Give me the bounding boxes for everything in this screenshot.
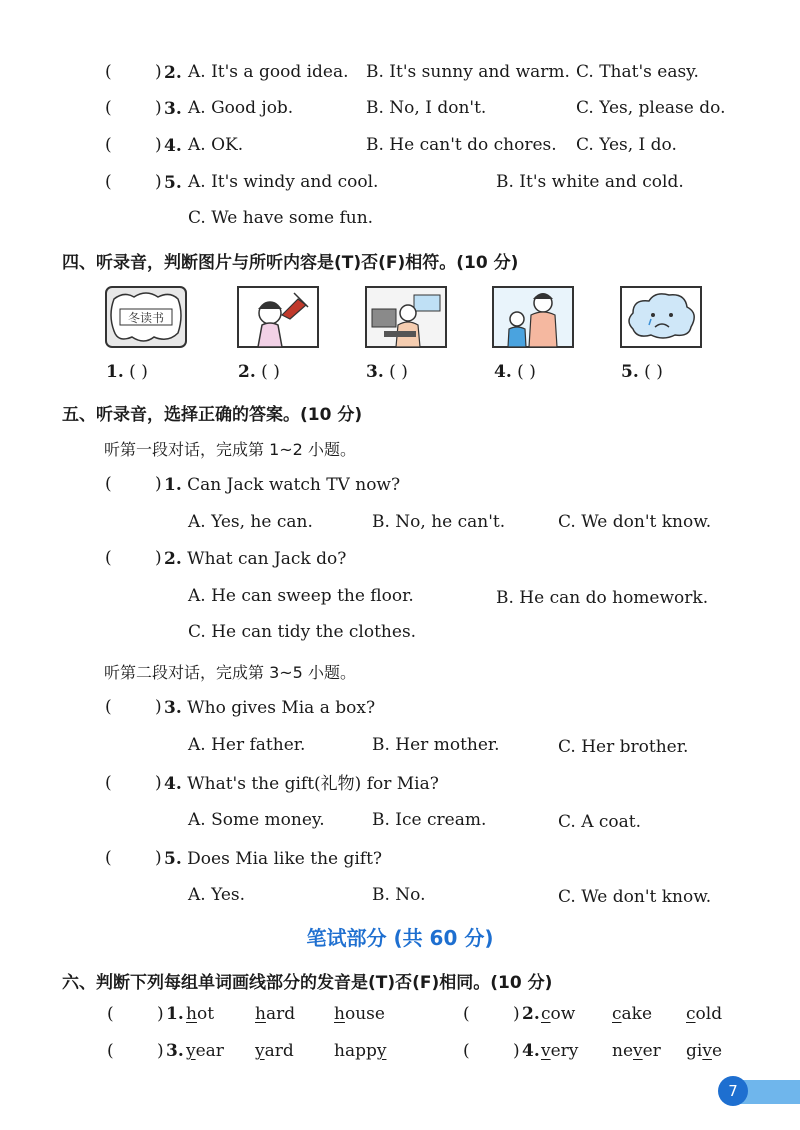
answer-paren[interactable]: ( <box>105 548 112 568</box>
answer-paren[interactable]: ( <box>463 1041 470 1061</box>
option-c: C. We don't know. <box>558 887 712 907</box>
picture-5-sad-cloud-icon <box>619 285 703 349</box>
word-give: give <box>686 1041 722 1061</box>
answer-paren[interactable]: ( <box>105 848 112 868</box>
word-year: year <box>186 1041 224 1061</box>
option-b: B. He can do homework. <box>496 588 709 608</box>
question-text: Can Jack watch TV now? <box>187 475 401 495</box>
option-c: C. We don't know. <box>558 512 712 532</box>
picture-1-sign-icon <box>104 285 188 349</box>
option-b: B. Ice cream. <box>372 810 487 830</box>
option-c: C. Yes, I do. <box>576 135 677 155</box>
option-c: C. He can tidy the clothes. <box>188 622 417 642</box>
option-a: A. It's windy and cool. <box>188 172 379 192</box>
option-a: A. Her father. <box>188 735 306 755</box>
picture-3-boy-computer-icon <box>364 285 448 349</box>
word-yard: yard <box>255 1041 294 1061</box>
option-b: B. No, I don't. <box>366 98 487 118</box>
page-strip <box>740 1080 800 1104</box>
question-number: 5. <box>164 173 182 193</box>
picture-3-answer[interactable]: 3. ( ) <box>366 362 408 382</box>
section-5-title: 五、听录音，选择正确的答案。(10 分) <box>62 405 363 425</box>
word-very: very <box>541 1041 579 1061</box>
section-6-title: 六、判断下列每组单词画线部分的发音是(T)否(F)相同。(10 分) <box>62 973 553 993</box>
dialog-2-instruction: 听第二段对话，完成第 3~5 小题。 <box>104 663 356 682</box>
answer-paren[interactable]: ( <box>105 62 112 82</box>
question-text: Does Mia like the gift? <box>187 849 383 869</box>
word-cold: cold <box>686 1004 723 1024</box>
option-a: A. It's a good idea. <box>188 62 349 82</box>
word-happy: happy <box>334 1041 387 1061</box>
option-c: C. Yes, please do. <box>576 98 726 118</box>
picture-1-answer[interactable]: 1. ( ) <box>106 362 148 382</box>
answer-paren[interactable]: ( <box>105 773 112 793</box>
question-number: 3. <box>164 698 182 718</box>
option-c: C. That's easy. <box>576 62 699 82</box>
word-house: house <box>334 1004 385 1024</box>
option-c: C. A coat. <box>558 812 642 832</box>
option-b: B. No. <box>372 885 426 905</box>
option-a: A. Some money. <box>188 810 325 830</box>
answer-paren[interactable]: ( <box>107 1041 114 1061</box>
question-text: What can Jack do? <box>187 549 347 569</box>
option-a: A. Yes, he can. <box>188 512 313 532</box>
answer-paren[interactable]: ( <box>105 474 112 494</box>
option-b: B. Her mother. <box>372 735 500 755</box>
question-number: 5. <box>164 849 182 869</box>
picture-5-answer[interactable]: 5. ( ) <box>621 362 663 382</box>
option-a: A. Yes. <box>188 885 246 905</box>
question-number: 2. <box>164 549 182 569</box>
option-b: B. He can't do chores. <box>366 135 557 155</box>
answer-paren[interactable]: ( <box>105 172 112 192</box>
page-number: 7 <box>718 1076 748 1106</box>
option-c: C. We have some fun. <box>188 208 374 228</box>
answer-paren[interactable]: ( <box>463 1004 470 1024</box>
word-hard: hard <box>255 1004 296 1024</box>
question-number: 1. <box>164 475 182 495</box>
svg-text:冬读书: 冬读书 <box>127 311 165 325</box>
word-cake: cake <box>612 1004 653 1024</box>
picture-2-girl-icon <box>236 285 320 349</box>
answer-paren[interactable]: ( <box>107 1004 114 1024</box>
option-c: C. Her brother. <box>558 737 689 757</box>
word-cow: cow <box>541 1004 576 1024</box>
option-b: B. No, he can't. <box>372 512 506 532</box>
question-number: 2. <box>164 63 182 83</box>
answer-paren[interactable]: ( <box>105 98 112 118</box>
section-4-title: 四、听录音，判断图片与所听内容是(T)否(F)相符。(10 分) <box>62 253 519 273</box>
question-text: What's the gift(礼物) for Mia? <box>187 774 439 794</box>
word-hot: hot <box>186 1004 215 1024</box>
question-number: 4. <box>164 136 182 156</box>
option-b: B. It's white and cold. <box>496 172 684 192</box>
picture-4-mother-child-icon <box>491 285 575 349</box>
written-part-title: 笔试部分 (共 60 分) <box>306 926 494 950</box>
option-a: A. OK. <box>188 135 244 155</box>
question-number: 3. <box>164 99 182 119</box>
answer-paren[interactable]: ( <box>105 135 112 155</box>
option-a: A. He can sweep the floor. <box>188 586 414 606</box>
picture-2-answer[interactable]: 2. ( ) <box>238 362 280 382</box>
picture-4-answer[interactable]: 4. ( ) <box>494 362 536 382</box>
question-text: Who gives Mia a box? <box>187 698 376 718</box>
question-number: 4. <box>164 774 182 794</box>
word-never: never <box>612 1041 661 1061</box>
answer-paren[interactable]: ( <box>105 697 112 717</box>
option-a: A. Good job. <box>188 98 294 118</box>
option-b: B. It's sunny and warm. <box>366 62 570 82</box>
dialog-1-instruction: 听第一段对话，完成第 1~2 小题。 <box>104 440 356 459</box>
